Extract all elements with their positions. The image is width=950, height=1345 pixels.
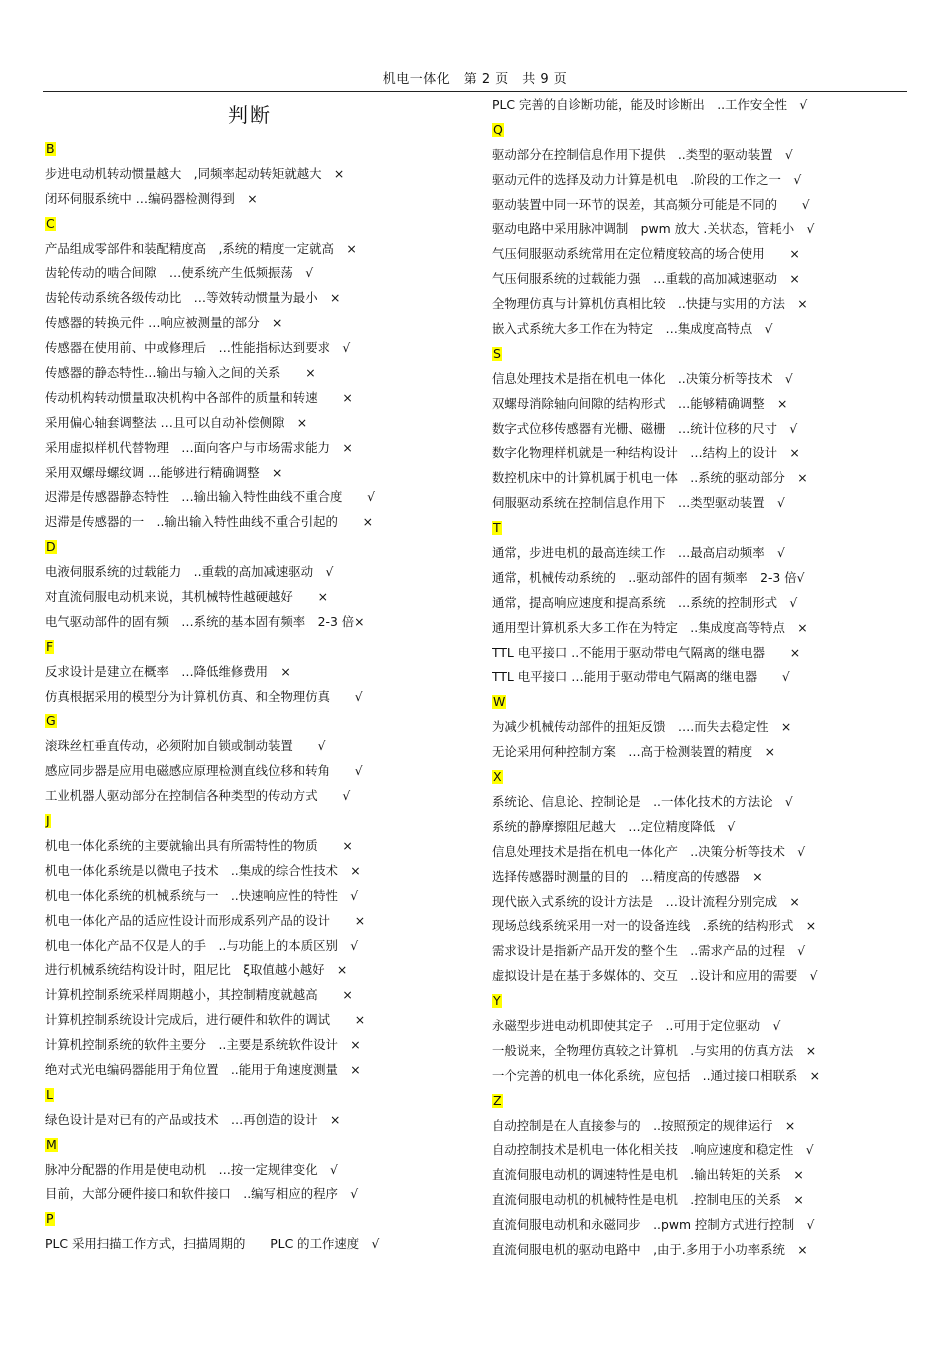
judgment-item: 对直流伺服电动机来说，其机械特性越硬越好 ×	[45, 589, 328, 605]
letter-heading-row	[492, 1089, 907, 1114]
letter-heading-row	[492, 118, 907, 143]
letter-heading-row	[45, 1133, 450, 1158]
judgment-item: 感应同步器是应用电磁感应原理检测直线位移和转角 √	[45, 763, 363, 779]
judgment-item: 传感器的转换元件 …响应被测量的部分 ×	[45, 315, 283, 331]
judgment-item: 信息处理技术是指在机电一体化产 ..决策分析等技术 √	[492, 843, 806, 859]
judgment-item: 直流伺服电动机的机械特性是电机 .控制电压的关系 ×	[492, 1192, 804, 1208]
letter-heading: M	[46, 1136, 57, 1152]
judgment-item: 工业机器人驱动部分在控制信各种类型的传动方式 √	[45, 788, 351, 804]
judgment-item: 虚拟设计是在基于多媒体的、交互 ..设计和应用的需要 √	[492, 968, 818, 984]
section-title: 判断	[228, 103, 272, 127]
judgment-item: 选择传感器时测量的目的 …精度高的传感器 ×	[492, 868, 763, 884]
judgment-item: 嵌入式系统大多工作在为特定 …集成度高特点 √	[492, 321, 773, 337]
judgment-item: 闭环伺服系统中 …编码器检测得到 ×	[45, 190, 258, 206]
judgment-item: 信息处理技术是指在机电一体化 ..决策分析等技术 √	[492, 370, 793, 386]
judgment-item: 为减少机械传动部件的扭矩反馈 ….而失去稳定性 ×	[492, 719, 792, 735]
judgment-item: 步进电动机转动惯量越大 ,同频率起动转矩就越大 ×	[45, 165, 345, 181]
letter-heading: D	[46, 539, 56, 555]
judgment-item: 系统论、信息论、控制论是 ..一体化技术的方法论 √	[492, 793, 793, 809]
letter-heading-row	[45, 709, 450, 734]
judgment-item: 绝对式光电编码器能用于角位置 ..能用于角速度测量 ×	[45, 1061, 361, 1077]
judgment-item: 驱动元件的选择及动力计算是机电 .阶段的工作之一 √	[492, 171, 802, 187]
judgment-item: 产品组成零部件和装配精度高 ,系统的精度一定就高 ×	[45, 240, 357, 256]
letter-heading-row	[492, 516, 907, 541]
judgment-item: 现场总线系统采用一对一的设备连线 .系统的结构形式 ×	[492, 918, 817, 934]
judgment-item: 通用型计算机系大多工作在为特定 ..集成度高等特点 ×	[492, 619, 808, 635]
judgment-item: 全物理仿真与计算机仿真相比较 ..快捷与实用的方法 ×	[492, 296, 808, 312]
judgment-item: 数控机床中的计算机属于机电一体 ..系统的驱动部分 ×	[492, 470, 808, 486]
judgment-item: 一个完善的机电一体化系统，应包括 ..通过接口相联系 ×	[492, 1067, 821, 1083]
judgment-item: 传感器在使用前、中或修理后 …性能指标达到要求 √	[45, 340, 351, 356]
letter-heading-row	[45, 212, 450, 237]
judgment-item: 系统的静摩擦阻尼越大 …定位精度降低 √	[492, 818, 736, 834]
judgment-item: 数字式位移传感器有光栅、磁栅 …统计位移的尺寸 √	[492, 420, 798, 436]
judgment-item: PLC 完善的自诊断功能，能及时诊断出 ..工作安全性 √	[492, 97, 808, 112]
judgment-item: 通常，提高响应速度和提高系统 …系统的控制形式 √	[492, 594, 798, 610]
judgment-item: 直流伺服电动机的调速特性是电机 .输出转矩的关系 ×	[492, 1167, 804, 1183]
page-header: 机电一体化 第 2 页 共 9 页	[382, 72, 568, 87]
letter-heading-row	[45, 809, 450, 834]
judgment-item: TTL 电平接口 ..不能用于驱动带电气隔离的继电器 ×	[492, 644, 801, 660]
letter-heading: J	[46, 813, 50, 829]
judgment-item: 机电一体化系统的机械系统与一 ..快速响应性的特性 √	[45, 887, 359, 903]
right-item-list	[492, 93, 907, 1263]
judgment-item: 齿轮传动系统各级传动比 …等效转动惯量为最小 ×	[45, 290, 341, 306]
judgment-item: 进行机械系统结构设计时，阻尼比 ξ取值越小越好 ×	[45, 962, 348, 978]
letter-heading: X	[493, 769, 502, 785]
judgment-item: 机电一体化产品不仅是人的手 ..与功能上的本质区别 √	[45, 937, 359, 953]
letter-heading: C	[46, 215, 55, 231]
judgment-item: PLC 采用扫描工作方式，扫描周期的 PLC 的工作速度 √	[45, 1236, 380, 1252]
judgment-item: 直流伺服电动机和永磁同步 ..pwm 控制方式进行控制 √	[492, 1217, 815, 1233]
letter-heading: T	[493, 520, 501, 536]
judgment-item: 计算机控制系统采样周期越小，其控制精度就越高 ×	[45, 987, 353, 1003]
judgment-item: 齿轮传动的啮合间隙 …使系统产生低频振荡 √	[45, 265, 314, 281]
judgment-item: 现代嵌入式系统的设计方法是 …设计流程分别完成 ×	[492, 893, 800, 909]
judgment-item: 驱动电路中采用脉冲调制 pwm 放大 .关状态，管耗小 √	[492, 221, 815, 237]
left-column	[45, 93, 450, 1257]
judgment-item: 计算机控制系统的软件主要分 ..主要是系统软件设计 ×	[45, 1037, 361, 1053]
letter-heading: Q	[493, 121, 503, 137]
letter-heading: Z	[493, 1092, 502, 1108]
letter-heading: F	[46, 638, 54, 654]
letter-heading: Y	[493, 993, 501, 1009]
judgment-item: 仿真根据采用的模型分为计算机仿真、和全物理仿真 √	[45, 688, 363, 704]
letter-heading-row	[45, 137, 450, 162]
letter-heading: P	[46, 1211, 54, 1227]
judgment-item: 一般说来，全物理仿真较之计算机 .与实用的仿真方法 ×	[492, 1042, 817, 1058]
letter-heading-row	[45, 635, 450, 660]
judgment-item: 永磁型步进电动机即使其定子 ..可用于定位驱动 √	[492, 1017, 781, 1033]
judgment-item: 传动机构转动惯量取决机构中各部件的质量和转速 ×	[45, 389, 353, 405]
judgment-item: 绿色设计是对已有的产品或技术 …再创造的设计 ×	[45, 1111, 341, 1127]
judgment-item: 自动控制技术是机电一体化相关技 .响应速度和稳定性 √	[492, 1142, 814, 1158]
judgment-item: 气压伺服系统的过载能力强 …重载的高加减速驱动 ×	[492, 271, 800, 287]
judgment-item: 采用偏心轴套调整法 …且可以自动补偿侧隙 ×	[45, 414, 308, 430]
judgment-item: 迟滞是传感器静态特性 …输出输入特性曲线不重合度 √	[45, 489, 376, 505]
judgment-item: 双螺母消除轴向间隙的结构形式 …能够精确调整 ×	[492, 395, 788, 411]
judgment-item: 机电一体化系统是以微电子技术 ..集成的综合性技术 ×	[45, 862, 361, 878]
judgment-item: 采用虚拟样机代替物理 …面向客户与市场需求能力 ×	[45, 439, 353, 455]
letter-heading: S	[493, 345, 501, 361]
judgment-item: TTL 电平接口 …能用于驱动带电气隔离的继电器 √	[492, 669, 790, 685]
judgment-item: 反求设计是建立在概率 …降低维修费用 ×	[45, 663, 291, 679]
letter-heading-row	[492, 342, 907, 367]
judgment-item: 通常，步进电机的最高连续工作 …最高启动频率 √	[492, 545, 785, 561]
letter-heading-row	[45, 1207, 450, 1232]
judgment-item: 电气驱动部件的固有频 …系统的基本固有频率 2-3 倍×	[45, 613, 365, 629]
letter-heading-row	[492, 989, 907, 1014]
letter-heading: W	[493, 694, 506, 710]
judgment-item: 脉冲分配器的作用是使电动机 …按一定规律变化 √	[45, 1161, 338, 1177]
letter-heading-row	[492, 765, 907, 790]
judgment-item: 电液伺服系统的过载能力 ..重载的高加减速驱动 √	[45, 564, 334, 580]
letter-heading-row	[45, 535, 450, 560]
judgment-item: 无论采用何种控制方案 …高于检测装置的精度 ×	[492, 744, 775, 760]
judgment-item: 迟滞是传感器的一 ..输出输入特性曲线不重合引起的 ×	[45, 514, 374, 530]
judgment-item: 需求设计是指新产品开发的整个生 ..需求产品的过程 √	[492, 943, 806, 959]
letter-heading: L	[46, 1086, 53, 1102]
letter-heading-row	[492, 690, 907, 715]
judgment-item: 伺服驱动系统在控制信息作用下 …类型驱动装置 √	[492, 495, 785, 511]
judgment-item: 直流伺服电机的驱动电路中 ,由于.多用于小功率系统 ×	[492, 1241, 808, 1257]
letter-heading: G	[46, 713, 56, 729]
judgment-item: 滚珠丝杠垂直传动，必须附加自锁或制动装置 √	[45, 738, 326, 754]
judgment-item: 数字化物理样机就是一种结构设计 …结构上的设计 ×	[492, 445, 800, 461]
letter-heading-row	[45, 1083, 450, 1108]
judgment-item: 采用双螺母螺纹调 …能够进行精确调整 ×	[45, 464, 283, 480]
judgment-item: 机电一体化产品的适应性设计而形成系列产品的设计 ×	[45, 912, 366, 928]
judgment-item: 机电一体化系统的主要就输出具有所需特性的物质 ×	[45, 837, 353, 853]
judgment-item: 驱动装置中同一环节的误差，其高频分可能是不同的 √	[492, 196, 810, 212]
header-rule	[43, 91, 907, 92]
judgment-item: 自动控制是在人直接参与的 ..按照预定的规律运行 ×	[492, 1117, 796, 1133]
judgment-item: 气压伺服驱动系统常用在定位精度较高的场合使用 ×	[492, 246, 800, 262]
judgment-item: 传感器的静态特性…输出与输入之间的关系 ×	[45, 365, 316, 381]
judgment-item: 目前，大部分硬件接口和软件接口 ..编写相应的程序 √	[45, 1186, 359, 1202]
judgment-item: 计算机控制系统设计完成后，进行硬件和软件的调试 ×	[45, 1012, 366, 1028]
judgment-item: 通常，机械传动系统的 ..驱动部件的固有频率 2-3 倍√	[492, 569, 805, 585]
left-item-list	[45, 137, 450, 1257]
letter-heading: B	[46, 141, 55, 156]
right-column	[492, 93, 907, 1263]
judgment-item: 驱动部分在控制信息作用下提供 ..类型的驱动装置 √	[492, 146, 793, 162]
